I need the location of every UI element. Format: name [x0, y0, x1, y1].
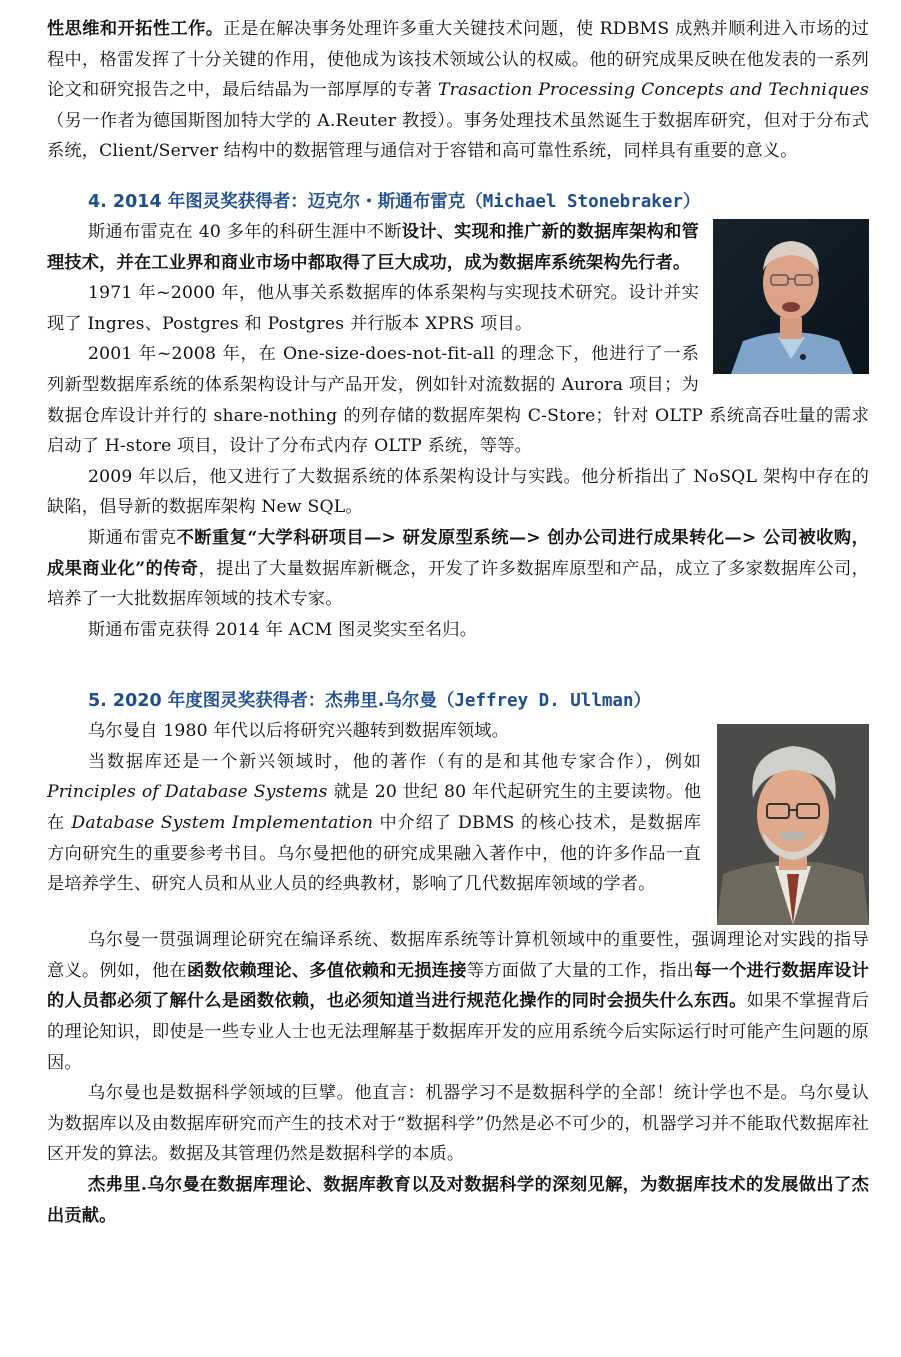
book-title-implementation: Database System Implementation [71, 813, 374, 834]
stonebraker-paragraph-6: 斯通布雷克获得 2014 年 ACM 图灵奖实至名归。 [88, 619, 478, 640]
section-stonebraker [47, 187, 869, 645]
section-heading-ullman: 5. 2020 年度图灵奖获得者：杰弗里.乌尔曼（Jeffrey D. Ullman） [88, 691, 651, 712]
ullman-paragraph-2: 当数据库还是一个新兴领域时，他的著作（有的是和其他专家合作），例如 Principles of Database Systems 就是 20 世纪 80 年代起研究生的主要读物。他在 Database System Implementation 中介绍了 DBMS 的核心技术，是数据库方向研究生的重要参考书目。乌尔曼把他的研究成果融入著作中，他的许多作品一直是培养学生、研究人员和从业人员的经典教材，影响了几代数据库领域的学者。 [47, 751, 701, 895]
stonebraker-paragraph-2: 1971 年~2000 年，他从事关系数据库的体系架构与实现技术研究。设计并实现了 Ingres、Postgres 和 Postgres 并行版本 XPRS 项目。 [47, 283, 699, 334]
stonebraker-paragraph-1: 斯通布雷克在 40 多年的科研生涯中不断设计、实现和推广新的数据库架构和管理技术，并在工业界和商业市场中都取得了巨大成功，成为数据库系统架构先行者。 [47, 221, 699, 273]
stonebraker-paragraph-3: 2001 年~2008 年，在 One-size-does-not-fit-all 的理念下，他进行了一系列新型数据库系统的体系架构设计与产品开发，例如针对流数据的 Aurora 项目；为数据仓库设计并行的 share-nothing 的列存储的数据库架构 C-Store；针对 OLTP 系统高吞吐量的需求启动了 H-store 项目，设计了分布式内存 OLTP 系统，等等。 [47, 344, 869, 457]
ullman-paragraph-4: 乌尔曼也是数据科学领域的巨擘。他直言：机器学习不是数据科学的全部！统计学也不是。乌尔曼认为数据库以及由数据库研究而产生的技术对于“数据科学”仍然是必不可少的，机器学习并不能取代数据库社区开发的算法。数据及其管理仍然是数据科学的本质。 [47, 1083, 869, 1165]
book-title-transaction-processing: Trasaction Processing Concepts and Techniques [438, 80, 869, 101]
document-page [47, 14, 869, 1231]
book-title-principles: Principles of Database Systems [47, 782, 328, 803]
ullman-paragraph-5: 杰弗里.乌尔曼在数据库理论、数据库教育以及对数据科学的深刻见解，为数据库技术的发展做出了杰出贡献。 [47, 1175, 869, 1226]
section-ullman [47, 686, 869, 1231]
stonebraker-paragraph-4: 2009 年以后，他又进行了大数据系统的体系架构设计与实践。他分析指出了 NoSQL 架构中存在的缺陷，倡导新的数据库架构 New SQL。 [47, 466, 869, 518]
intro-paragraph [47, 14, 869, 167]
intro-text-1: 正是在解决事务处理许多重大关键技术问题，使 RDBMS 成熟并顺利进入市场的过程中，格雷发挥了十分关键的作用，使他成为该技术领域公认的权威。他的研究成果反映在他发表的一系列论文和研究报告之中，最后结晶为一部厚厚的专著 [47, 19, 869, 101]
michael-stonebraker-photo [713, 219, 869, 374]
intro-text-2: （另一作者为德国斯图加特大学的 A.Reuter 教授）。事务处理技术虽然诞生于数据库研究，但对于分布式系统，Client/Server 结构中的数据管理与通信对于容错和高可靠性系统，同样具有重要的意义。 [47, 110, 869, 162]
jeffrey-ullman-photo [717, 724, 869, 925]
stonebraker-paragraph-5: 斯通布雷克不断重复“大学科研项目—> 研发原型系统—> 创办公司进行成果转化—> 公司被收购，成果商业化”的传奇，提出了大量数据库新概念，开发了许多数据库原型和产品，成立了多家数据库公司，培养了一大批数据库领域的技术专家。 [47, 527, 870, 610]
intro-bold: 性思维和开拓性工作。 [47, 19, 224, 39]
ullman-paragraph-1: 乌尔曼自 1980 年代以后将研究兴趣转到数据库领域。 [88, 721, 510, 742]
ullman-paragraph-3: 乌尔曼一贯强调理论研究在编译系统、数据库系统等计算机领域中的重要性，强调理论对实践的指导意义。例如，他在函数依赖理论、多值依赖和无损连接等方面做了大量的工作，指出每一个进行数据库设计的人员都必须了解什么是函数依赖，也必须知道当进行规范化操作的同时会损失什么东西。如果不掌握背后的理论知识，即使是一些专业人士也无法理解基于数据库开发的应用系统今后实际运行时可能产生问题的原因。 [47, 930, 869, 1073]
section-heading-stonebraker: 4. 2014 年图灵奖获得者：迈克尔・斯通布雷克（Michael Stonebraker） [88, 191, 701, 212]
